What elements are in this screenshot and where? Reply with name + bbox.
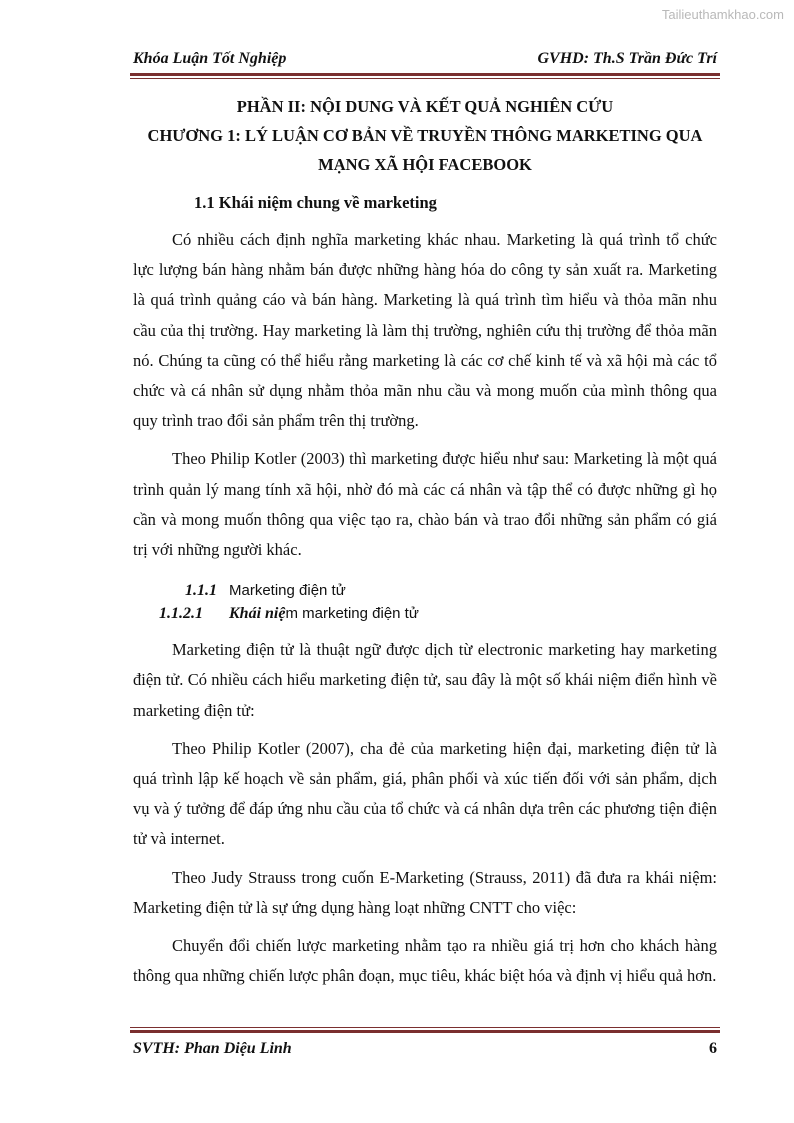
header-rule: [130, 73, 720, 79]
paragraph: Chuyển đổi chiến lược marketing nhằm tạo ra nhiều giá trị hơn cho khách hàng thông qua những chiến lược phân đoạn, mục tiêu, khác biệt hóa và định vị hiểu quả hơn.: [133, 936, 717, 986]
paragraph: Marketing điện tử là thuật ngữ được dịch từ electronic marketing hay marketing điện tử. Có nhiều cách hiểu marketing điện tử, sau đây là một số khái niệm điển hình về marketing điện tử:: [133, 640, 717, 720]
page-body: [133, 188, 717, 999]
page-footer: [133, 1040, 717, 1062]
page-header: [133, 50, 717, 72]
paragraph: Theo Judy Strauss trong cuốn E-Marketing (Strauss, 2011) đã đưa ra khái niệm: Marketing điện tử là sự ứng dụng hàng loạt những CNTT cho việc:: [133, 867, 717, 917]
watermark-text: Tailieuthamkhao.com: [661, 7, 784, 22]
subsection-number: 1.1.1: [185, 582, 217, 600]
subsection-title-italic: Khái niệ: [229, 605, 286, 623]
paragraph: Có nhiều cách định nghĩa marketing khác nhau. Marketing là quá trình tổ chức lực lượng bán hàng nhằm bán được những hàng hóa do công ty sản xuất ra. Marketing là quá trình quảng cáo và bán hàng. Marketing là quá trình tìm hiểu và thỏa mãn nhu cầu của thị trường. Hay marketing là làm thị trường, nghiên cứu thị trường để thỏa mãn nó. Chúng ta cũng có thể hiểu rằng marketing là các cơ chế kinh tế và xã hội mà các tổ chức và cá nhân sử dụng nhằm thỏa mãn nhu cầu và mong muốn của mình thông qua quy trình trao đổi sản phẩm trên thị trường.: [133, 230, 717, 431]
chapter-title: [133, 92, 717, 179]
chapter-title-line-1: CHƯƠNG 1: LÝ LUẬN CƠ BẢN VỀ TRUYỀN THÔNG MARKETING QUA: [147, 126, 703, 145]
section-heading-1-1: 1.1 Khái niệm chung về marketing: [194, 193, 437, 212]
page-number: 6: [709, 1040, 717, 1057]
header-supervisor: GVHD: Th.S Trần Đức Trí: [537, 50, 717, 67]
subsection-title-rest: m marketing điện tử: [285, 605, 419, 623]
footer-student: SVTH: Phan Diệu Linh: [133, 1040, 292, 1057]
part-title: PHẦN II: NỘI DUNG VÀ KẾT QUẢ NGHIÊN CỨU: [236, 97, 614, 116]
subsection-number: 1.1.2.1: [159, 605, 203, 623]
chapter-title-line-2: MẠNG XÃ HỘI FACEBOOK: [318, 155, 532, 174]
paragraph: Theo Philip Kotler (2007), cha đẻ của marketing hiện đại, marketing điện tử là quá trình lập kế hoạch về sản phẩm, giá, phân phối và xúc tiến đối với sản phẩm, dịch vụ và ý tưởng để đáp ứng nhu cầu của tổ chức và cá nhân dựa trên các phương tiện điện tử và internet.: [133, 738, 717, 849]
subsection-heading-1-1-2-1: [159, 602, 717, 625]
paragraph: Theo Philip Kotler (2003) thì marketing được hiểu như sau: Marketing là một quá trình quản lý mang tính xã hội, nhờ đó mà các cá nhân và tập thể có được những gì họ cần và mong muốn thông qua việc tạo ra, chào bán và trao đổi những sản phẩm có giá trị với những người khác.: [133, 449, 717, 560]
subsection-heading-1-1-1: [185, 579, 717, 602]
header-thesis-label: Khóa Luận Tốt Nghiệp: [133, 50, 287, 67]
subsection-title: Marketing điện tử: [229, 582, 346, 600]
footer-rule: [130, 1027, 720, 1033]
